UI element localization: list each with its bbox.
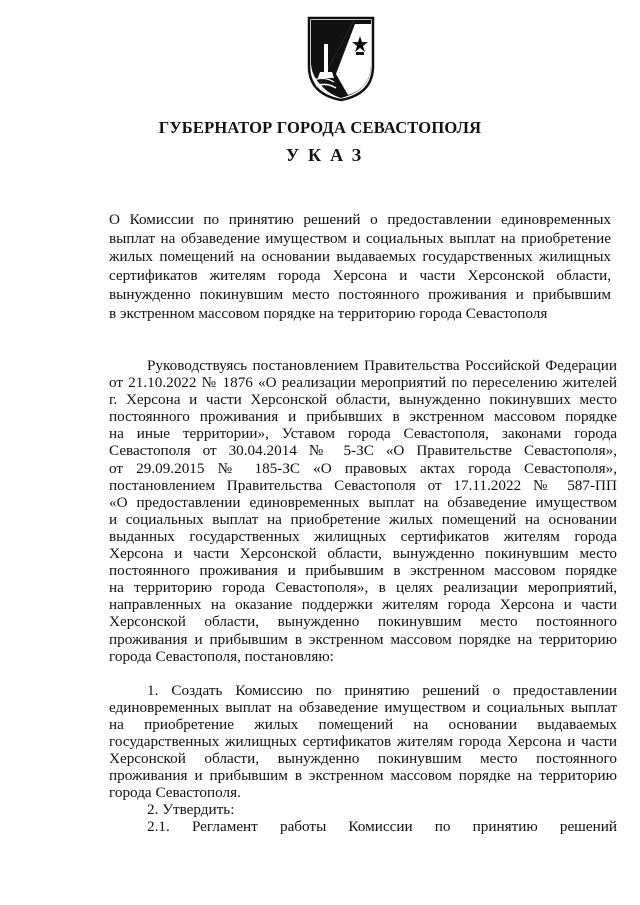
text-line: г. Херсона и части Херсонской области, вынужденно покинувших место: [109, 391, 617, 409]
text-line: «О предоставлении единовременных выплат на обзаведение имуществом: [109, 493, 617, 511]
document-type-heading: УКАЗ: [285, 145, 371, 165]
text-line: постоянного проживания и прибывших в экстренном массовом порядке: [109, 408, 617, 426]
text-line: 1. Создать Комиссию по принятию решений о предоставлении: [147, 681, 617, 699]
text-line: единовременных выплат на обзаведение имуществом и социальных выплат: [109, 698, 617, 716]
item-2-1-paragraph: [109, 818, 617, 835]
text-line: выданных государственных жилищных сертификатов жителям города: [109, 527, 617, 545]
text-line: Херсонской области, вынужденно покинувшим место постоянного: [109, 750, 617, 768]
text-line: выплат на обзаведение имуществом и социальных выплат на приобретение: [109, 229, 611, 247]
text-line: на иные территории», Уставом города Севастополя, законами города: [109, 425, 617, 443]
text-line: Херсона и части Херсонской области, вынужденно покинувшим место: [109, 545, 617, 563]
text-line: вынужденно покинувшим место постоянного проживания и прибывшим: [109, 285, 611, 303]
text-line: города Севастополя, постановляю:: [109, 647, 334, 665]
text-line: сертификатов жителям города Херсона и части Херсонской области,: [109, 267, 611, 285]
preamble-paragraph: [109, 357, 617, 374]
text-line: Херсонской области, вынужденно покинувшим место постоянного: [109, 613, 617, 631]
text-line: направленных на оказание поддержки жителям города Херсона и части: [109, 596, 617, 614]
text-line: О Комиссии по принятию решений о предоставлении единовременных: [109, 211, 611, 228]
text-line: Севастополя от 30.04.2014 № 5-ЗС «О Правительстве Севастополя»,: [109, 442, 617, 460]
text-line: и социальных выплат на приобретение жилых помещений на основании: [109, 510, 617, 528]
text-line: на приобретение жилых помещений на основании выдаваемых: [109, 715, 617, 733]
text-line: проживания и прибывшим в экстренном массовом порядке на территорию: [109, 630, 617, 648]
text-line: 2.1. Регламент работы Комиссии по принятию решений: [147, 818, 617, 836]
item-2-paragraph: [109, 801, 617, 818]
text-line: от 29.09.2015 № 185-ЗС «О правовых актах города Севастополя»,: [109, 459, 617, 477]
text-line: государственных жилищных сертификатов жителям города Херсона и части: [109, 732, 617, 750]
sevastopol-coat-of-arms-icon: [306, 14, 376, 102]
text-line: постановлением Правительства Севастополя от 17.11.2022 № 587-ПП: [109, 476, 617, 494]
text-line: постоянного проживания и прибывшим в экстренном массовом порядке: [109, 562, 617, 580]
text-line: на территорию города Севастополя», в целях реализации мероприятий,: [109, 579, 617, 597]
text-line: Руководствуясь постановлением Правительства Российской Федерации: [147, 357, 617, 374]
text-line: города Севастополя.: [109, 784, 241, 802]
text-line: проживания и прибывшим в экстренном массовом порядке на территорию: [109, 767, 617, 785]
item-1-paragraph: [109, 682, 617, 699]
text-line: 2. Утвердить:: [147, 801, 235, 819]
text-line: жилых помещений на основании выдаваемых государственных жилищных: [109, 248, 611, 266]
authority-heading: ГУБЕРНАТОР ГОРОДА СЕВАСТОПОЛЯ: [158, 118, 482, 137]
text-line: в экстренном массовом порядке на территорию города Севастополя: [109, 304, 548, 322]
decree-body: [109, 357, 617, 836]
text-line: от 21.10.2022 № 1876 «О реализации мероприятий по переселению жителей: [109, 374, 617, 392]
decree-title: [109, 211, 611, 323]
